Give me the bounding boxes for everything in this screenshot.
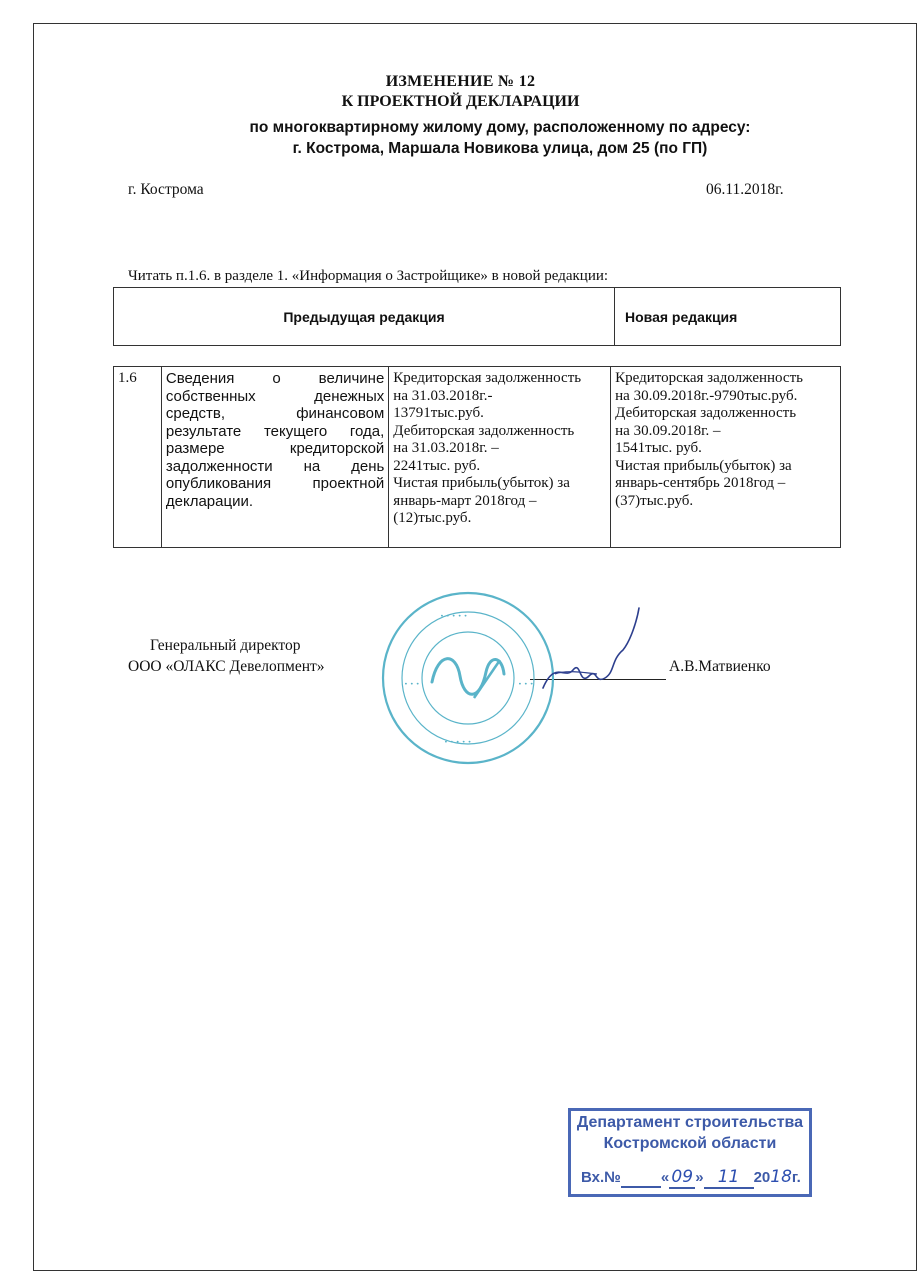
cell-line: Чистая прибыль(убыток) за	[615, 457, 792, 474]
address: г. Кострома, Маршала Новикова улица, дом 25 (по ГП)	[292, 140, 708, 157]
cell-line: 13791тыс.руб.	[393, 405, 484, 421]
svg-text:• • • • •: • • • • •	[444, 738, 472, 746]
cell-line: Кредиторская задолженность	[615, 370, 803, 386]
signatory-role: Генеральный директор	[150, 637, 301, 654]
stamp-registration-line	[581, 1167, 801, 1189]
edition-header-table	[113, 287, 841, 346]
place: г. Кострома	[128, 181, 204, 198]
new-edition-cell	[611, 367, 841, 548]
document-date: 06.11.2018г.	[706, 181, 784, 198]
cell-line: на 30.09.2018г.-9790тыс.руб.	[615, 387, 798, 404]
signatory-name: А.В.Матвиенко	[669, 658, 771, 675]
table-row	[114, 367, 841, 548]
stamp-department: Департамент строительства	[576, 1114, 804, 1131]
cell-line: январь-март 2018год –	[393, 492, 537, 509]
stamp-year-prefix: 20	[753, 1169, 771, 1186]
changes-table	[113, 366, 841, 548]
cell-line: Дебиторская задолженность	[393, 422, 575, 439]
signatory-organization: ООО «ОЛАКС Девелопмент»	[128, 658, 325, 675]
document-title: ИЗМЕНЕНИЕ № 12	[385, 73, 536, 90]
stamp-close-quote: »	[695, 1169, 704, 1186]
stamp-incoming-label: Вх.№	[581, 1169, 621, 1186]
cell-line: 2241тыс. руб.	[393, 457, 481, 474]
stamp-region: Костромской области	[603, 1135, 777, 1152]
cell-line: Чистая прибыль(убыток) за	[393, 475, 570, 491]
cell-line: Кредиторская задолженность	[393, 370, 582, 386]
address-intro: по многоквартирному жилому дому, расположенному по адресу:	[249, 119, 751, 136]
cell-line: (12)тыс.руб.	[393, 510, 472, 526]
cell-line: Дебиторская задолженность	[615, 405, 797, 421]
cell-line: на 30.09.2018г. –	[615, 422, 721, 439]
stamp-month: 11	[704, 1167, 754, 1189]
stamp-year-suffix: 18	[770, 1167, 792, 1187]
cell-line: 1541тыс. руб.	[615, 440, 702, 456]
intro-text: Читать п.1.6. в разделе 1. «Информация о Застройщике» в новой редакции:	[128, 268, 609, 284]
svg-text:• • •: • • •	[404, 680, 420, 688]
incoming-registration-stamp	[568, 1108, 812, 1197]
cell-line: на 31.03.2018г.-	[393, 387, 493, 404]
svg-text:• • • • •: • • • • •	[440, 612, 468, 620]
handwritten-signature	[535, 600, 645, 700]
cell-line: (37)тыс.руб.	[615, 492, 694, 509]
cell-line: на 31.03.2018г. –	[393, 440, 499, 456]
company-seal	[380, 590, 556, 766]
stamp-year-end: г.	[791, 1169, 801, 1186]
document-subtitle: К ПРОЕКТНОЙ ДЕКЛАРАЦИИ	[341, 93, 580, 110]
row-description: Сведения о величине собственных денежных средств, финансовом результате текущего года, размере кредиторской задолженности на день опубликования проектной декларации.	[161, 367, 388, 548]
cell-line: январь-сентябрь 2018год –	[615, 475, 786, 491]
header-new-edition: Новая редакция	[615, 288, 841, 346]
stamp-open-quote: «	[660, 1169, 670, 1186]
stamp-day: 09	[669, 1167, 695, 1189]
previous-edition-cell	[389, 367, 611, 548]
header-previous-edition: Предыдущая редакция	[114, 288, 615, 346]
svg-text:• • •: • • •	[518, 680, 534, 688]
row-number: 1.6	[114, 367, 162, 548]
